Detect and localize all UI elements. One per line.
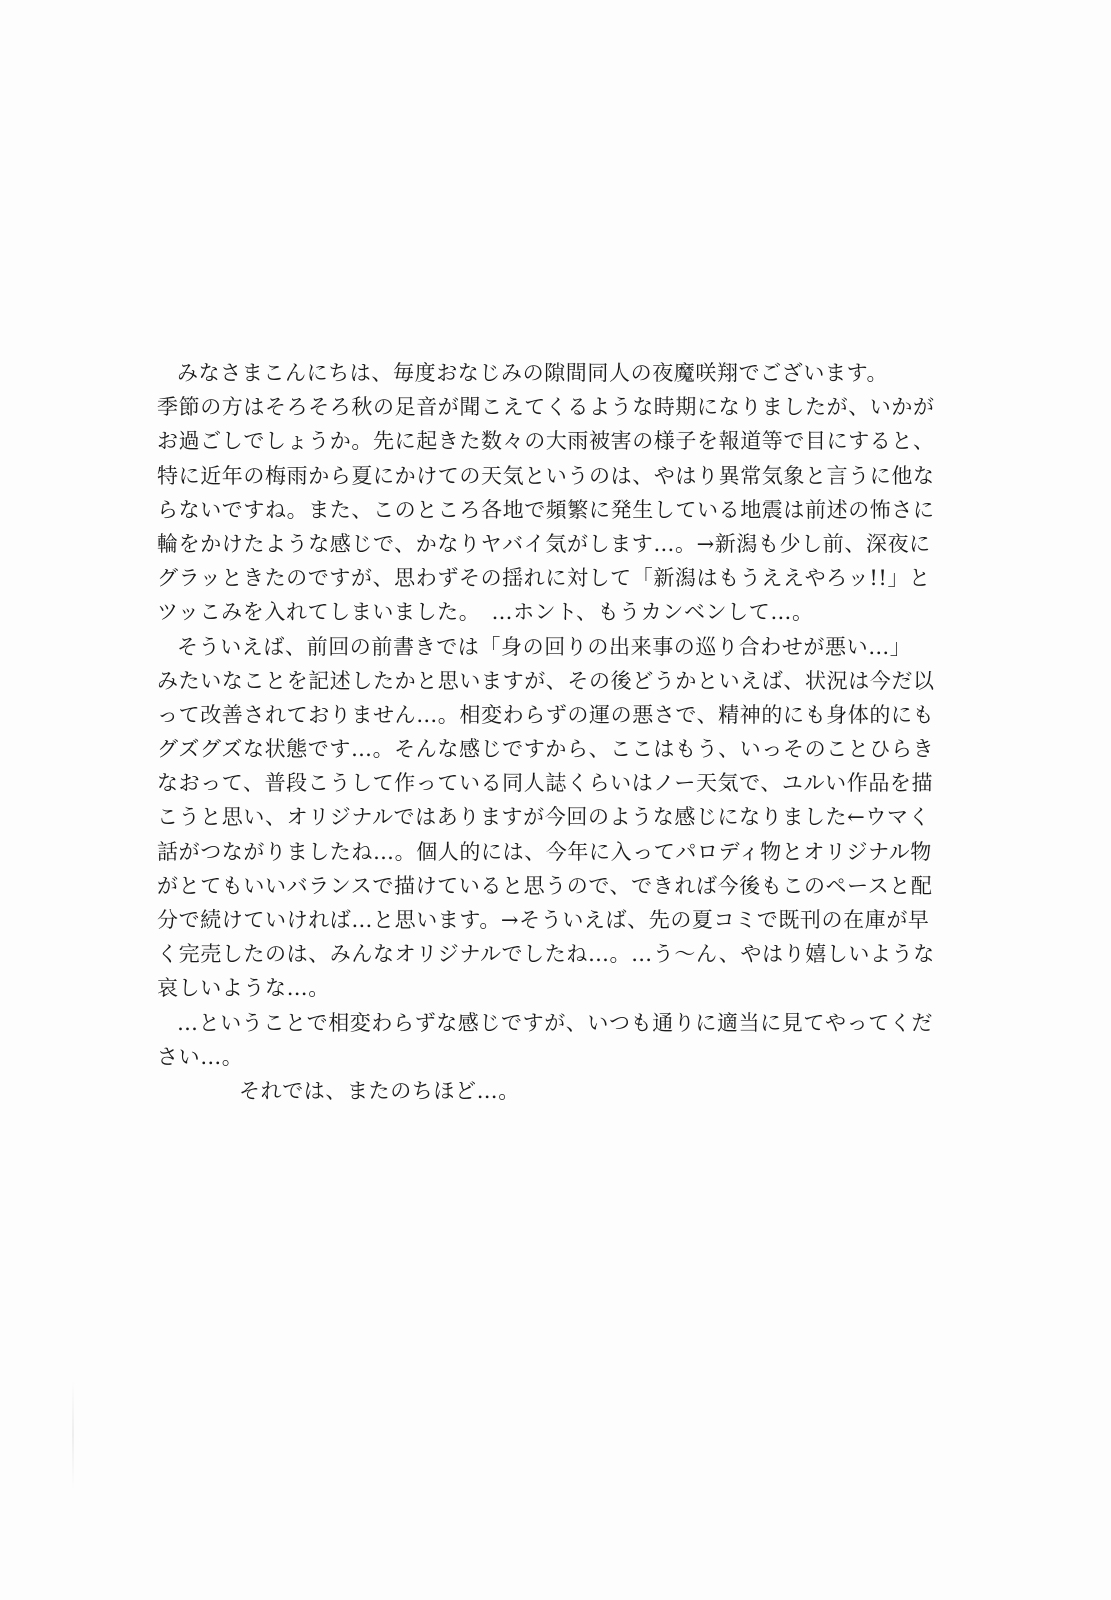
scan-edge-mark [72,1380,74,1490]
text-line: ツッこみを入れてしまいました。 …ホント、もうカンベンして…。 [157,600,814,625]
text-line: 哀しいような…。 [157,976,330,1001]
text-line: く完売したのは、みんなオリジナルでしたね…。…う～ん、やはり嬉しいような [157,942,935,967]
preface-text [157,356,977,1108]
text-line: グズグズな状態です…。そんな感じですから、ここはもう、いっそのことひらき [157,737,935,762]
closing-line: それでは、またのちほど…。 [239,1078,520,1103]
text-line: こうと思い、オリジナルではありますが今回のような感じになりました←ウマく [157,805,931,830]
text-line: みなさまこんにちは、毎度おなじみの隙間同人の夜魔咲翔でございます。 [177,361,889,385]
text-line: らないですね。また、このところ各地で頻繁に発生している地震は前述の怖さに [157,497,935,522]
text-line: みたいなことを記述したかと思いますが、その後どうかといえば、状況は今だ以 [157,668,935,693]
text-line: なおって、普段こうして作っている同人誌くらいはノー天気で、ユルい作品を描 [157,771,934,796]
text-line: 季節の方はそろそろ秋の足音が聞こえてくるような時期になりましたが、いかが [157,395,935,420]
text-line: グラッときたのですが、思わずその揺れに対して「新潟はもうええやろッ!!」と [157,566,931,591]
text-line: 話がつながりましたね…。個人的には、今年に入ってパロディ物とオリジナル物 [157,839,932,864]
text-line: 輪をかけたような感じで、かなりヤバイ気がします…。→新潟も少し前、深夜に [157,531,931,556]
text-line: 分で続けていければ…と思います。→そういえば、先の夏コミで既刊の在庫が早 [157,908,930,932]
text-line: 特に近年の梅雨から夏にかけての天気というのは、やはり異常気象と言うに他な [157,463,935,488]
text-line: そういえば、前回の前書きでは「身の回りの出来事の巡り合わせが悪い…」 [177,634,912,659]
text-line: お過ごしでしょうか。先に起きた数々の大雨被害の様子を報道等で目にすると、 [157,429,935,454]
text-line: がとてもいいバランスで描けていると思うので、できれば今後もこのペースと配 [157,873,933,898]
text-line: って改善されておりません…。相変わらずの運の悪さで、精神的にも身体的にも [157,702,935,727]
text-line: …ということで相変わらずな感じですが、いつも通りに適当に見てやってくだ [177,1010,933,1035]
text-line: さい…。 [157,1044,244,1069]
